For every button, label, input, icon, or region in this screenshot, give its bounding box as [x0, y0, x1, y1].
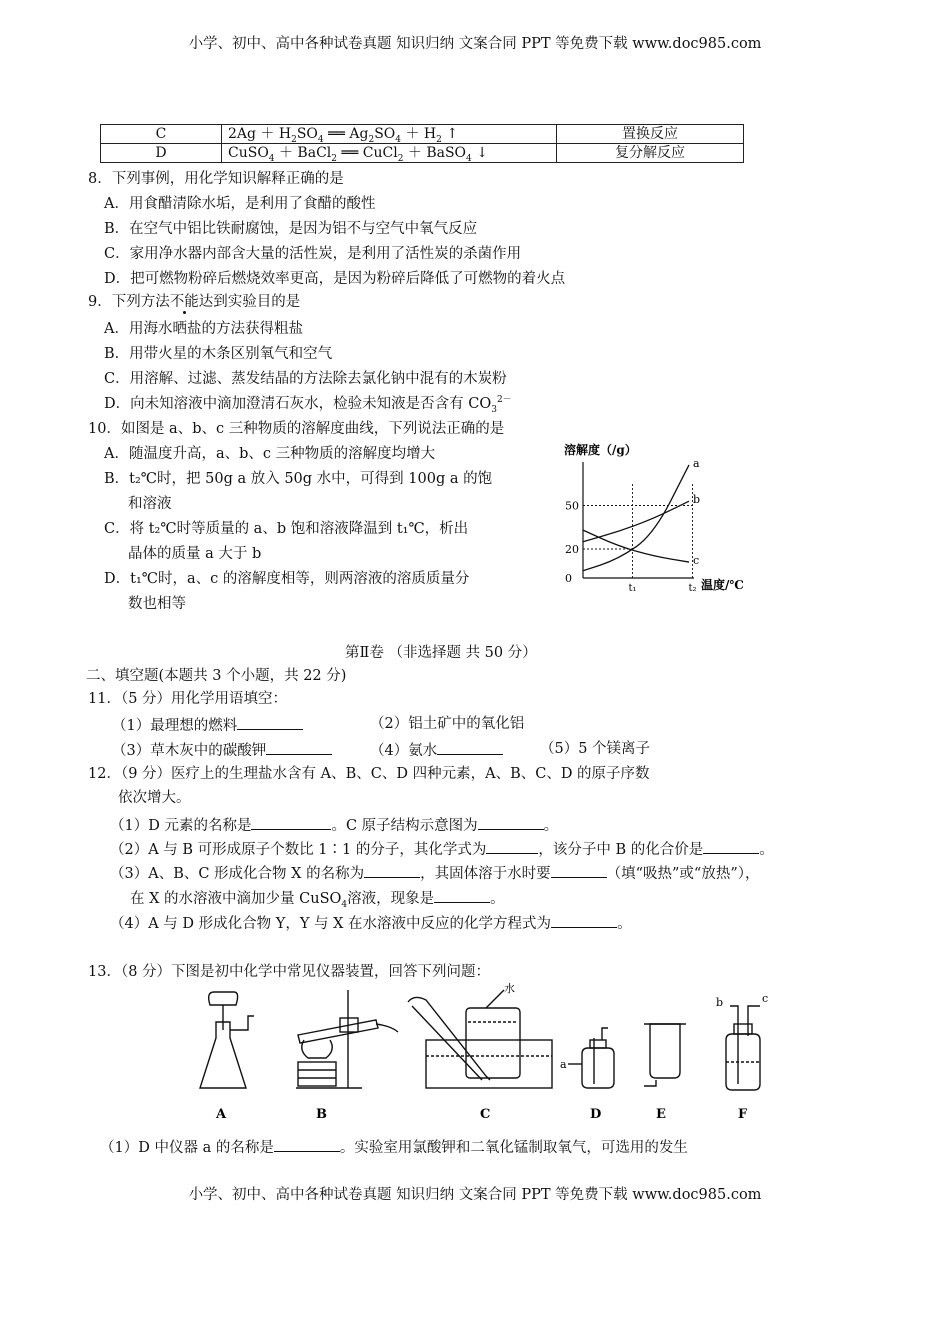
series-label-c: c [693, 554, 700, 568]
q8-option-b: B．在空气中铝比铁耐腐蚀，是因为铝不与空气中氧气反应 [104, 221, 478, 237]
apparatus-b-stand [296, 990, 398, 1088]
answer-blank[interactable] [703, 839, 759, 854]
q11-item-1: （1）最理想的燃料 [112, 715, 303, 735]
answer-blank[interactable] [551, 913, 617, 928]
x-tick-label: t₂ [688, 583, 697, 594]
q9-option-b: B．用带火星的木条区别氧气和空气 [104, 346, 333, 362]
q12-stem-cont: 依次增大。 [118, 790, 191, 806]
q8-option-d: D．把可燃物粉碎后燃烧效率更高，是因为粉碎后降低了可燃物的着火点 [104, 271, 566, 287]
q8-option-a: A．用食醋清除水垢，是利用了食醋的酸性 [104, 196, 376, 212]
q11-item-3: （3）草木灰中的碳酸钾 [112, 740, 332, 760]
q10-stem: 10．如图是 a、b、c 三种物质的溶解度曲线，下列说法正确的是 [88, 421, 505, 437]
apparatus-label-b: B [316, 1107, 327, 1122]
q10-option-d-cont: 数也相等 [128, 596, 186, 612]
q9-option-c: C．用溶解、过滤、蒸发结晶的方法除去氯化钠中混有的木炭粉 [104, 371, 507, 387]
answer-blank[interactable] [364, 863, 420, 878]
series-line-b [583, 501, 689, 542]
apparatus-label-a: A [216, 1107, 227, 1122]
table-cell-type: 复分解反应 [557, 144, 744, 163]
apparatus-label-e: E [656, 1107, 666, 1122]
q11-item-4: （4）氨水 [370, 740, 503, 760]
answer-blank[interactable] [266, 740, 332, 755]
q11-item-2: （2）铝土矿中的氧化铝 [370, 716, 525, 732]
q10-option-a: A．随温度升高，a、b、c 三种物质的溶解度均增大 [104, 446, 436, 462]
y-tick-label: 20 [565, 543, 579, 556]
water-label: 水 [504, 982, 515, 995]
emphasis-text: 不能 [169, 294, 199, 310]
table-row [101, 144, 744, 163]
q12-sub-2: （2）A 与 B 可形成原子个数比 1∶1 的分子，其化学式为 ，该分子中 B 的化合价是 。 [110, 839, 774, 859]
q11-stem: 11．（5 分）用化学用语填空： [88, 691, 288, 707]
answer-blank[interactable] [237, 715, 303, 730]
q9-stem: 9．下列方法不能达到实验目的是 [88, 294, 301, 310]
q12-sub-3-cont: 在 X 的水溶液中滴加少量 CuSO$_4$溶液，现象是 。 [130, 888, 505, 908]
chart-title: 溶解度（/g） [564, 443, 637, 457]
page-footer: 小学、初中、高中各种试卷真题 知识归纳 文案合同 PPT 等免费下载 www.doc985.com [188, 1187, 762, 1203]
q12-sub-3: （3）A、B、C 形成化合物 X 的名称为 ，其固体溶于水时要 （填“吸热”或“放热”）， [110, 863, 760, 883]
answer-blank[interactable] [251, 815, 331, 830]
q10-option-b: B．t₂℃时，把 50g a 放入 50g 水中，可得到 100g a 的饱 [104, 471, 493, 487]
solubility-chart [556, 440, 756, 600]
answer-blank[interactable] [486, 839, 538, 854]
section-title: 第Ⅱ卷 （非选择题 共 50 分） [345, 645, 537, 661]
table-cell-option: D [101, 144, 222, 163]
q9-option-d: D．向未知溶液中滴加澄清石灰水，检验未知液是否含有 $CO_3^{2-}$ [104, 395, 512, 415]
series-label-b: b [693, 493, 701, 507]
answer-blank[interactable] [274, 1137, 340, 1152]
answer-blank[interactable] [437, 740, 503, 755]
apparatus-a-flask [200, 992, 254, 1088]
x-tick-label: t₁ [628, 583, 637, 594]
q10-option-c: C．将 t₂℃时等质量的 a、b 饱和溶液降温到 t₁℃，析出 [104, 521, 469, 537]
q8-stem: 8．下列事例，用化学知识解释正确的是 [88, 171, 344, 187]
q13-stem: 13．（8 分）下图是初中化学中常见仪器装置，回答下列问题： [88, 964, 491, 980]
table-cell-equation: CuSO$_4$ ＋ BaCl$_2$ ══ CuCl$_2$ ＋ BaSO$_4$ ↓ [222, 144, 557, 163]
table-row [101, 125, 744, 144]
table-cell-equation: $2Ag + H_2SO_4$ ══ $Ag_2SO_4 + H_2$ ↑ [222, 125, 557, 144]
q12-sub-4: （4）A 与 D 形成化合物 Y，Y 与 X 在水溶液中反应的化学方程式为 。 [110, 913, 632, 933]
y-tick-label: 50 [565, 499, 579, 513]
apparatus-label-c: C [480, 1107, 491, 1122]
label-c-small: c [762, 992, 769, 1005]
q10-option-d: D．t₁℃时，a、c 的溶解度相等，则两溶液的溶质质量分 [104, 571, 470, 587]
apparatus-c-trough [408, 990, 552, 1088]
apparatus-e-bottle [644, 1024, 686, 1086]
label-b-small: b [716, 996, 724, 1009]
section-heading: 二、填空题(本题共 3 个小题，共 22 分) [86, 668, 347, 684]
apparatus-label-f: F [738, 1107, 748, 1122]
q13-sub-1: （1）D 中仪器 a 的名称是 。实验室用氯酸钾和二氧化锰制取氧气，可选用的发生 [100, 1137, 688, 1157]
x-axis-label: 温度/℃ [701, 578, 744, 592]
q8-option-c: C．家用净水器内部含大量的活性炭，是利用了活性炭的杀菌作用 [104, 246, 522, 262]
reaction-table [100, 124, 744, 163]
answer-blank[interactable] [434, 888, 490, 903]
q12-stem: 12．（9 分）医疗上的生理盐水含有 A、B、C、D 四种元素，A、B、C、D 的原子序数 [88, 766, 650, 782]
answer-blank[interactable] [551, 863, 607, 878]
label-a-small: a [560, 1058, 567, 1071]
q9-option-a: A．用海水晒盐的方法获得粗盐 [104, 321, 303, 337]
y-tick-label: 0 [565, 572, 572, 585]
table-cell-option: C [101, 125, 222, 144]
page-header: 小学、初中、高中各种试卷真题 知识归纳 文案合同 PPT 等免费下载 www.doc985.com [188, 36, 762, 52]
q10-option-b-cont: 和溶液 [128, 496, 172, 512]
apparatus-d-bottle [568, 1028, 614, 1088]
apparatus-figure [186, 980, 776, 1130]
q12-sub-1: （1）D 元素的名称是 。C 原子结构示意图为 。 [110, 815, 558, 835]
apparatus-f-bottle [726, 1006, 760, 1090]
apparatus-label-d: D [590, 1107, 602, 1122]
table-cell-type: 置换反应 [557, 125, 744, 144]
answer-blank[interactable] [478, 815, 544, 830]
series-label-a: a [693, 456, 700, 470]
q11-item-5: （5）5 个镁离子 [540, 741, 651, 757]
series-line-a [583, 465, 689, 571]
q10-option-c-cont: 晶体的质量 a 大于 b [128, 546, 262, 562]
